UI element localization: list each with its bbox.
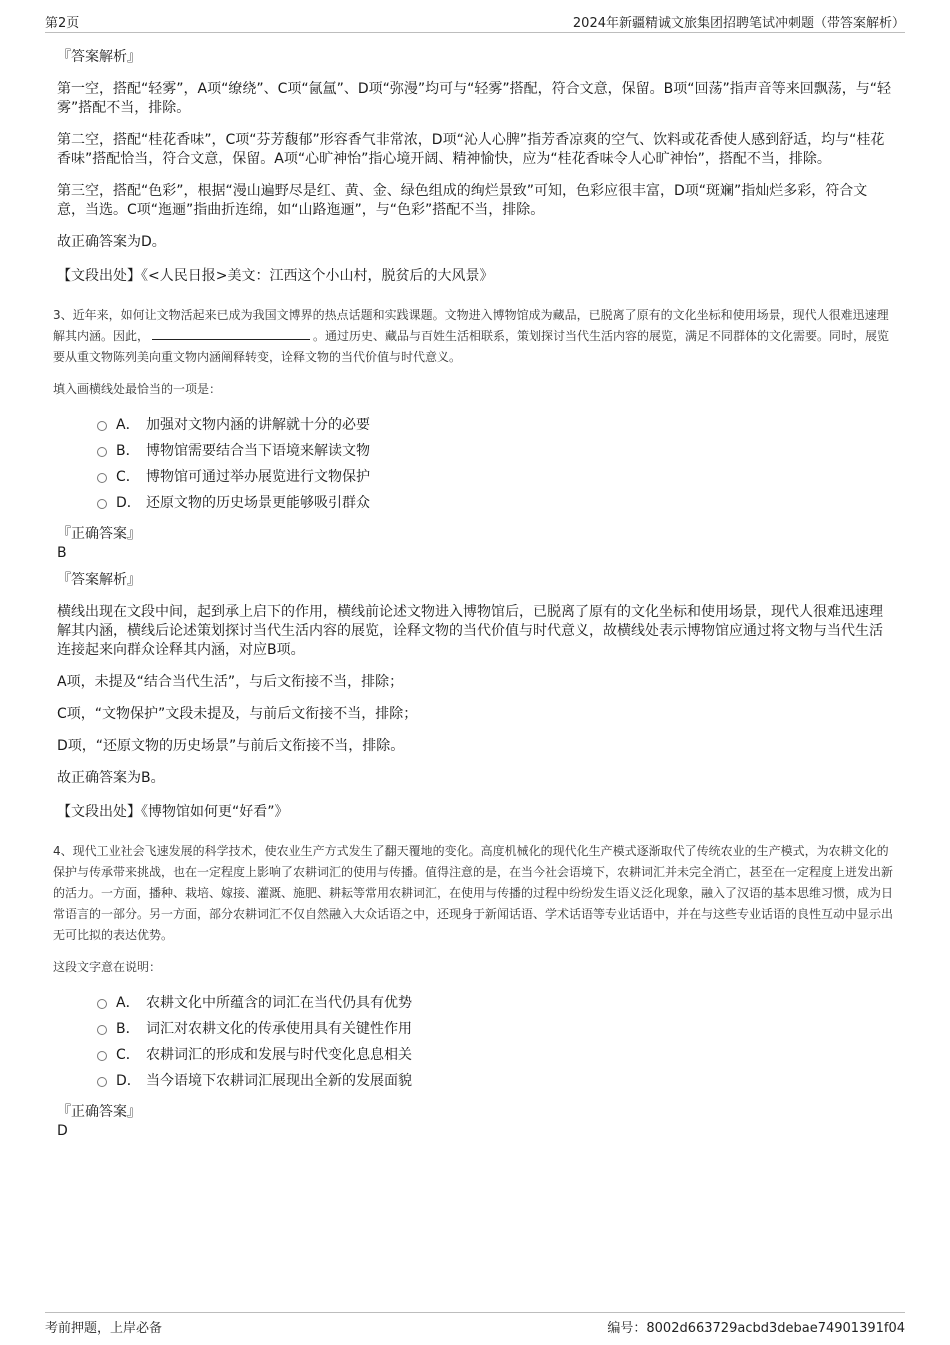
q4-option-a[interactable]: [97, 989, 895, 1015]
radio-icon[interactable]: [97, 999, 107, 1009]
q3-analysis-paragraph: 横线出现在文段中间，起到承上启下的作用，横线前论述文物进入博物馆后，已脱离了原有的文化坐标和使用场景，现代人很难迅速理解其内涵，横线后论述策划探讨当代生活内容的展览，诠释文物的当代价值与时代意义，故横线处表示博物馆应通过将文物与当代生活连接起来向群众诠释其内涵，对应B项。: [57, 604, 883, 658]
q3-analysis-label: 『答案解析』: [57, 572, 141, 588]
page-footer: [45, 1312, 905, 1336]
option-text: 博物馆需要结合当下语境来解读文物: [146, 443, 370, 459]
q3-answer: B: [57, 545, 67, 561]
q4-option-c[interactable]: [97, 1041, 895, 1067]
option-letter: D．: [116, 1073, 141, 1089]
option-letter: B．: [116, 1021, 140, 1037]
q4-option-b[interactable]: [97, 1015, 895, 1041]
option-letter: A．: [116, 995, 140, 1011]
q2-conclusion: 故正确答案为D。: [57, 234, 166, 250]
option-text: 当今语境下农耕词汇展现出全新的发展面貌: [146, 1073, 412, 1089]
q3-source: 【文段出处】《博物馆如何更“好看”》: [57, 804, 289, 820]
option-letter: C．: [116, 1047, 140, 1063]
radio-icon[interactable]: [97, 1051, 107, 1061]
q4-options: [97, 989, 895, 1093]
q2-source: 【文段出处】《<人民日报>美文：江西这个小山村，脱贫后的大风景》: [57, 268, 494, 284]
q3-options: [97, 411, 895, 515]
q3-option-d[interactable]: [97, 489, 895, 515]
page-number: 第2页: [45, 16, 80, 31]
q4-answer: D: [57, 1123, 68, 1139]
page-content: [55, 46, 895, 1147]
radio-icon[interactable]: [97, 1077, 107, 1087]
radio-icon[interactable]: [97, 499, 107, 509]
q4-option-d[interactable]: [97, 1067, 895, 1093]
q3-prompt: 填入画横线处最恰当的一项是：: [53, 382, 222, 396]
q3-option-c[interactable]: [97, 463, 895, 489]
q4-answer-label: 『正确答案』: [57, 1104, 141, 1120]
q3-stem-after: 。通过历史、藏品与百姓生活相联系，策划探讨当代生活内容的展览，满足不同群体的文化需要。同时，展览要从重文物陈列美向重文物内涵阐释转变，诠释文物的当代价值与时代意义。: [53, 329, 890, 364]
option-text: 词汇对农耕文化的传承使用具有关键性作用: [146, 1021, 412, 1037]
radio-icon[interactable]: [97, 473, 107, 483]
page-header: [45, 12, 905, 33]
q3-option-b[interactable]: [97, 437, 895, 463]
option-text: 加强对文物内涵的讲解就十分的必要: [146, 417, 370, 433]
q3-option-a[interactable]: [97, 411, 895, 437]
q3-analysis-paragraph: D项，“还原文物的历史场景”与前后文衔接不当，排除。: [57, 738, 405, 754]
q4-stem: 4、现代工业社会飞速发展的科学技术，使农业生产方式发生了翻天覆地的变化。高度机械化的现代化生产模式逐渐取代了传统农业的生产模式，为农耕文化的保护与传承带来挑战，也在一定程度上影响了农耕词汇的使用与传播。值得注意的是，在当今社会语境下，农耕词汇并未完全消亡，甚至在一定程度上迸发出新的活力。一方面，播种、栽培、嫁接、灌溉、施肥、耕耘等常用农耕词汇，在使用与传播的过程中纷纷发生语义泛化现象，融入了汉语的基本思维习惯，成为日常语言的一部分。另一方面，部分农耕词汇不仅自然融入大众话语之中，还现身于新闻话语、学术话语等专业话语中，并在与这些专业话语的良性互动中显示出无可比拟的表达优势。: [53, 844, 894, 942]
option-letter: D．: [116, 495, 141, 511]
q4-prompt: 这段文字意在说明：: [53, 960, 162, 974]
radio-icon[interactable]: [97, 447, 107, 457]
option-letter: B．: [116, 443, 140, 459]
q2-analysis-paragraph: 第一空，搭配“轻雾”，A项“缭绕”、C项“氤氲”、D项“弥漫”均可与“轻雾”搭配，符合文意，保留。B项“回荡”指声音等来回飘荡，与“轻雾”搭配不当，排除。: [57, 81, 892, 116]
q3-stem: [53, 305, 895, 368]
q2-analysis-label: 『答案解析』: [57, 49, 141, 65]
option-text: 农耕词汇的形成和发展与时代变化息息相关: [146, 1047, 412, 1063]
q2-analysis-paragraph: 第二空，搭配“桂花香味”，C项“芬芳馥郁”形容香气非常浓，D项“沁人心脾”指芳香凉爽的空气、饮料或花香使人感到舒适，均与“桂花香味”搭配恰当，符合文意，保留。A项“心旷神怡”指心境开阔、精神愉快，应为“桂花香味令人心旷神怡”，搭配不当，排除。: [57, 132, 885, 167]
radio-icon[interactable]: [97, 421, 107, 431]
option-text: 还原文物的历史场景更能够吸引群众: [146, 495, 370, 511]
q3-blank: [152, 326, 310, 340]
option-text: 农耕文化中所蕴含的词汇在当代仍具有优势: [146, 995, 412, 1011]
q2-analysis-paragraph: 第三空，搭配“色彩”，根据“漫山遍野尽是红、黄、金、绿色组成的绚烂景致”可知，色彩应很丰富，D项“斑斓”指灿烂多彩，符合文意，当选。C项“迤逦”指曲折连绵，如“山路迤逦”，与“色彩”搭配不当，排除。: [57, 183, 868, 218]
q3-conclusion: 故正确答案为B。: [57, 770, 165, 786]
q3-analysis-paragraph: A项，未提及“结合当代生活”，与后文衔接不当，排除；: [57, 674, 404, 690]
q3-answer-label: 『正确答案』: [57, 526, 141, 542]
q3-analysis-paragraph: C项，“文物保护”文段未提及，与前后文衔接不当，排除；: [57, 706, 418, 722]
footer-slogan: 考前押题，上岸必备: [45, 1321, 163, 1336]
document-title: 2024年新疆精诚文旅集团招聘笔试冲刺题（带答案解析）: [572, 16, 905, 31]
option-letter: C．: [116, 469, 140, 485]
option-letter: A．: [116, 417, 140, 433]
q3-stem-before: 3、近年来，如何让文物活起来已成为我国文博界的热点话题和实践课题。文物进入博物馆成为藏品，已脱离了原有的文化坐标和使用场景，现代人很难迅速理解其内涵。因此，: [53, 308, 889, 343]
radio-icon[interactable]: [97, 1025, 107, 1035]
document-id: 编号：8002d663729acbd3debae74901391f04: [607, 1321, 905, 1336]
option-text: 博物馆可通过举办展览进行文物保护: [146, 469, 370, 485]
